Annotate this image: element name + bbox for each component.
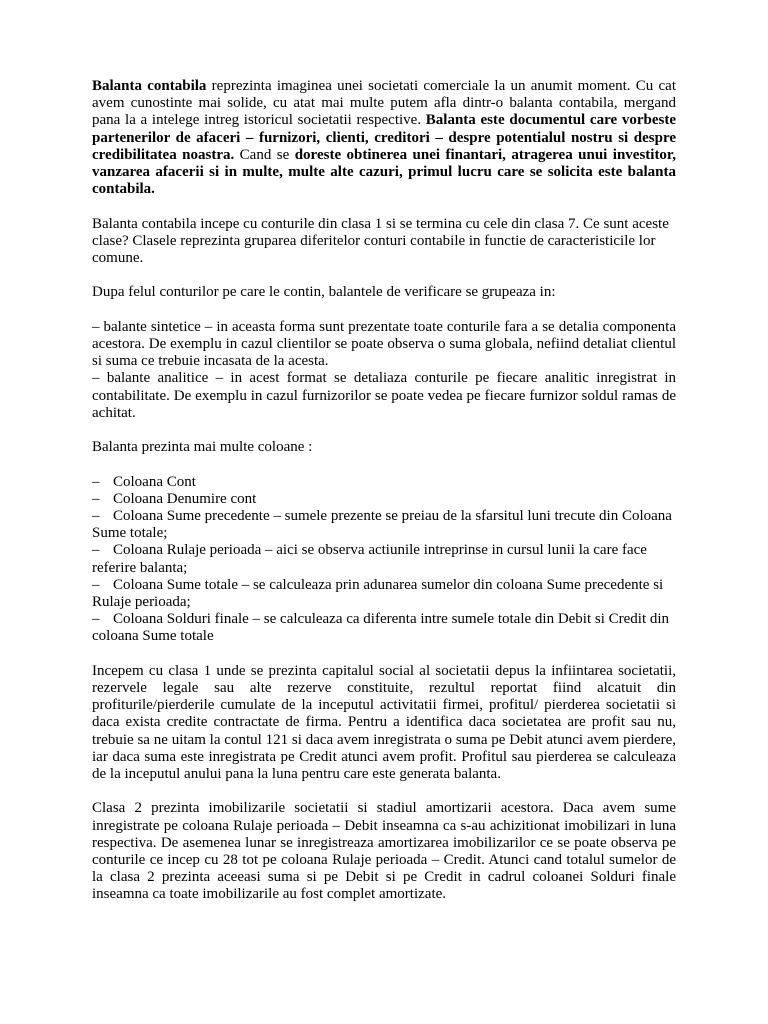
dash-bullet: – bbox=[92, 473, 100, 490]
columns-list bbox=[92, 474, 676, 646]
list-item-text: Coloana Sume precedente – sumele prezente se preiau de la sfarsitul luni trecute din Coloana Sume totale; bbox=[92, 508, 672, 542]
list-item bbox=[92, 577, 676, 611]
list-item bbox=[92, 542, 676, 576]
list-item-text: Coloana Rulaje perioada – aici se observa actiunile intreprinse in cursul lunii la care face referire balanta; bbox=[92, 542, 647, 576]
paragraph-classes: Balanta contabila incepe cu conturile din clasa 1 si se termina cu cele din clasa 7. Ce sunt aceste clase? Clasele reprezinta gruparea diferitelor conturi contabile in functie de caracteristicile lor comune. bbox=[92, 215, 669, 267]
dash-bullet: – bbox=[92, 490, 100, 507]
dash-bullet: – bbox=[92, 576, 100, 593]
list-item bbox=[92, 508, 676, 542]
intro-bold-term: Balanta contabila bbox=[92, 78, 207, 94]
dash-bullet: – bbox=[92, 611, 100, 628]
dash-bullet: – bbox=[92, 542, 100, 559]
list-item-text: Coloana Cont bbox=[113, 473, 196, 490]
intro-text: reprezinta imaginea unei societati comerciale la un anumit moment. Cu cat avem cunostinte mai solide, cu atat mai multe putem afla dintr-o balanta contabila, mergand pana la a intelege intreg istoricul societatii respective. bbox=[92, 78, 676, 129]
intro-bold-statement-2: doreste obtinerea unei finantari, atragerea unui investitor, vanzarea afacerii si in multe, multe alte cazuri, primul lucru care se solicita este balanta contabila. bbox=[92, 146, 676, 198]
list-item-text: Coloana Sume totale – se calculeaza prin adunarea sumelor din coloana Sume precedente si Rulaje perioada; bbox=[92, 576, 664, 611]
paragraph-balance-types bbox=[92, 319, 676, 422]
balance-type-synthetic: – balante sintetice – in aceasta forma sunt prezentate toate conturile fara a se detalia componenta acestora. De exemplu in cazul clientilor se poate observa o suma globala, nefiind detaliat clientul si suma ce trebuie incasata de la acesta. bbox=[92, 318, 676, 370]
list-item bbox=[92, 491, 676, 508]
paragraph-grouping: Dupa felul conturilor pe care le contin, balantele de verificare se grupeaza in: bbox=[92, 284, 556, 301]
list-item bbox=[92, 611, 676, 645]
list-item-text: Coloana Denumire cont bbox=[113, 490, 257, 507]
intro-bold-statement: Balanta este documentul care vorbeste partenerilor de afaceri – furnizori, clienti, creditori – despre potentialul nostru si despre credibilitatea noastra. bbox=[92, 112, 676, 163]
balance-type-analytic: – balante analitice – in acest format se detaliaza conturile pe fiecare analitic inregistrat in contabilitate. De exemplu in cazul furnizorilor se poate vedea pe fiecare furnizor soldul ramas de achitat. bbox=[92, 370, 676, 421]
paragraph-columns-intro: Balanta prezinta mai multe coloane : bbox=[92, 439, 313, 456]
paragraph-class-2: Clasa 2 prezinta imobilizarile societatii si stadiul amortizarii acestora. Daca avem sume inregistrate pe coloana Rulaje perioada – Debit inseamna ca s-au achizitionat imobilizari in luna respectiva. De asemenea lunar se inregistreaza amortizarea imobilizarilor ce se poate observa pe conturile ce incep cu 28 tot pe coloana Rulaje perioada – Credit. Atunci cand totalul sumelor de la clasa 2 prezinta aceeasi suma si pe Debit si pe Credit in cadrul coloanei Solduri finale inseamna ca toate imobilizarile au fost complet amortizate. bbox=[92, 800, 676, 903]
list-item-text: Coloana Solduri finale – se calculeaza ca diferenta intre sumele totale din Debit si Credit din coloana Sume totale bbox=[92, 611, 670, 645]
dash-bullet: – bbox=[92, 508, 100, 524]
document-page bbox=[92, 78, 676, 921]
paragraph-class-1: Incepem cu clasa 1 unde se prezinta capitalul social al societatii depus la infiintarea societatii, rezervele legale sau alte rezerve constituite, rezultul reportat fiind alcatuit din profiturile/pierderile cumulate de la inceputul activitatii firmei, profitul/ pierderea societatii si daca exista credite contractate de firma. Pentru a identifica daca societatea are profit sau nu, trebuie sa ne uitam la contul 121 si daca avem inregistrata o suma pe Debit atunci avem pierdere, iar daca suma este inregistrata pe Credit atunci avem profit. Profitul sau pierderea se calculeaza de la inceputul anului pana la luna pentru care este generata balanta. bbox=[92, 662, 676, 783]
intro-text-2: Cand se bbox=[234, 146, 295, 163]
paragraph-intro bbox=[92, 78, 676, 198]
list-item bbox=[92, 474, 676, 491]
